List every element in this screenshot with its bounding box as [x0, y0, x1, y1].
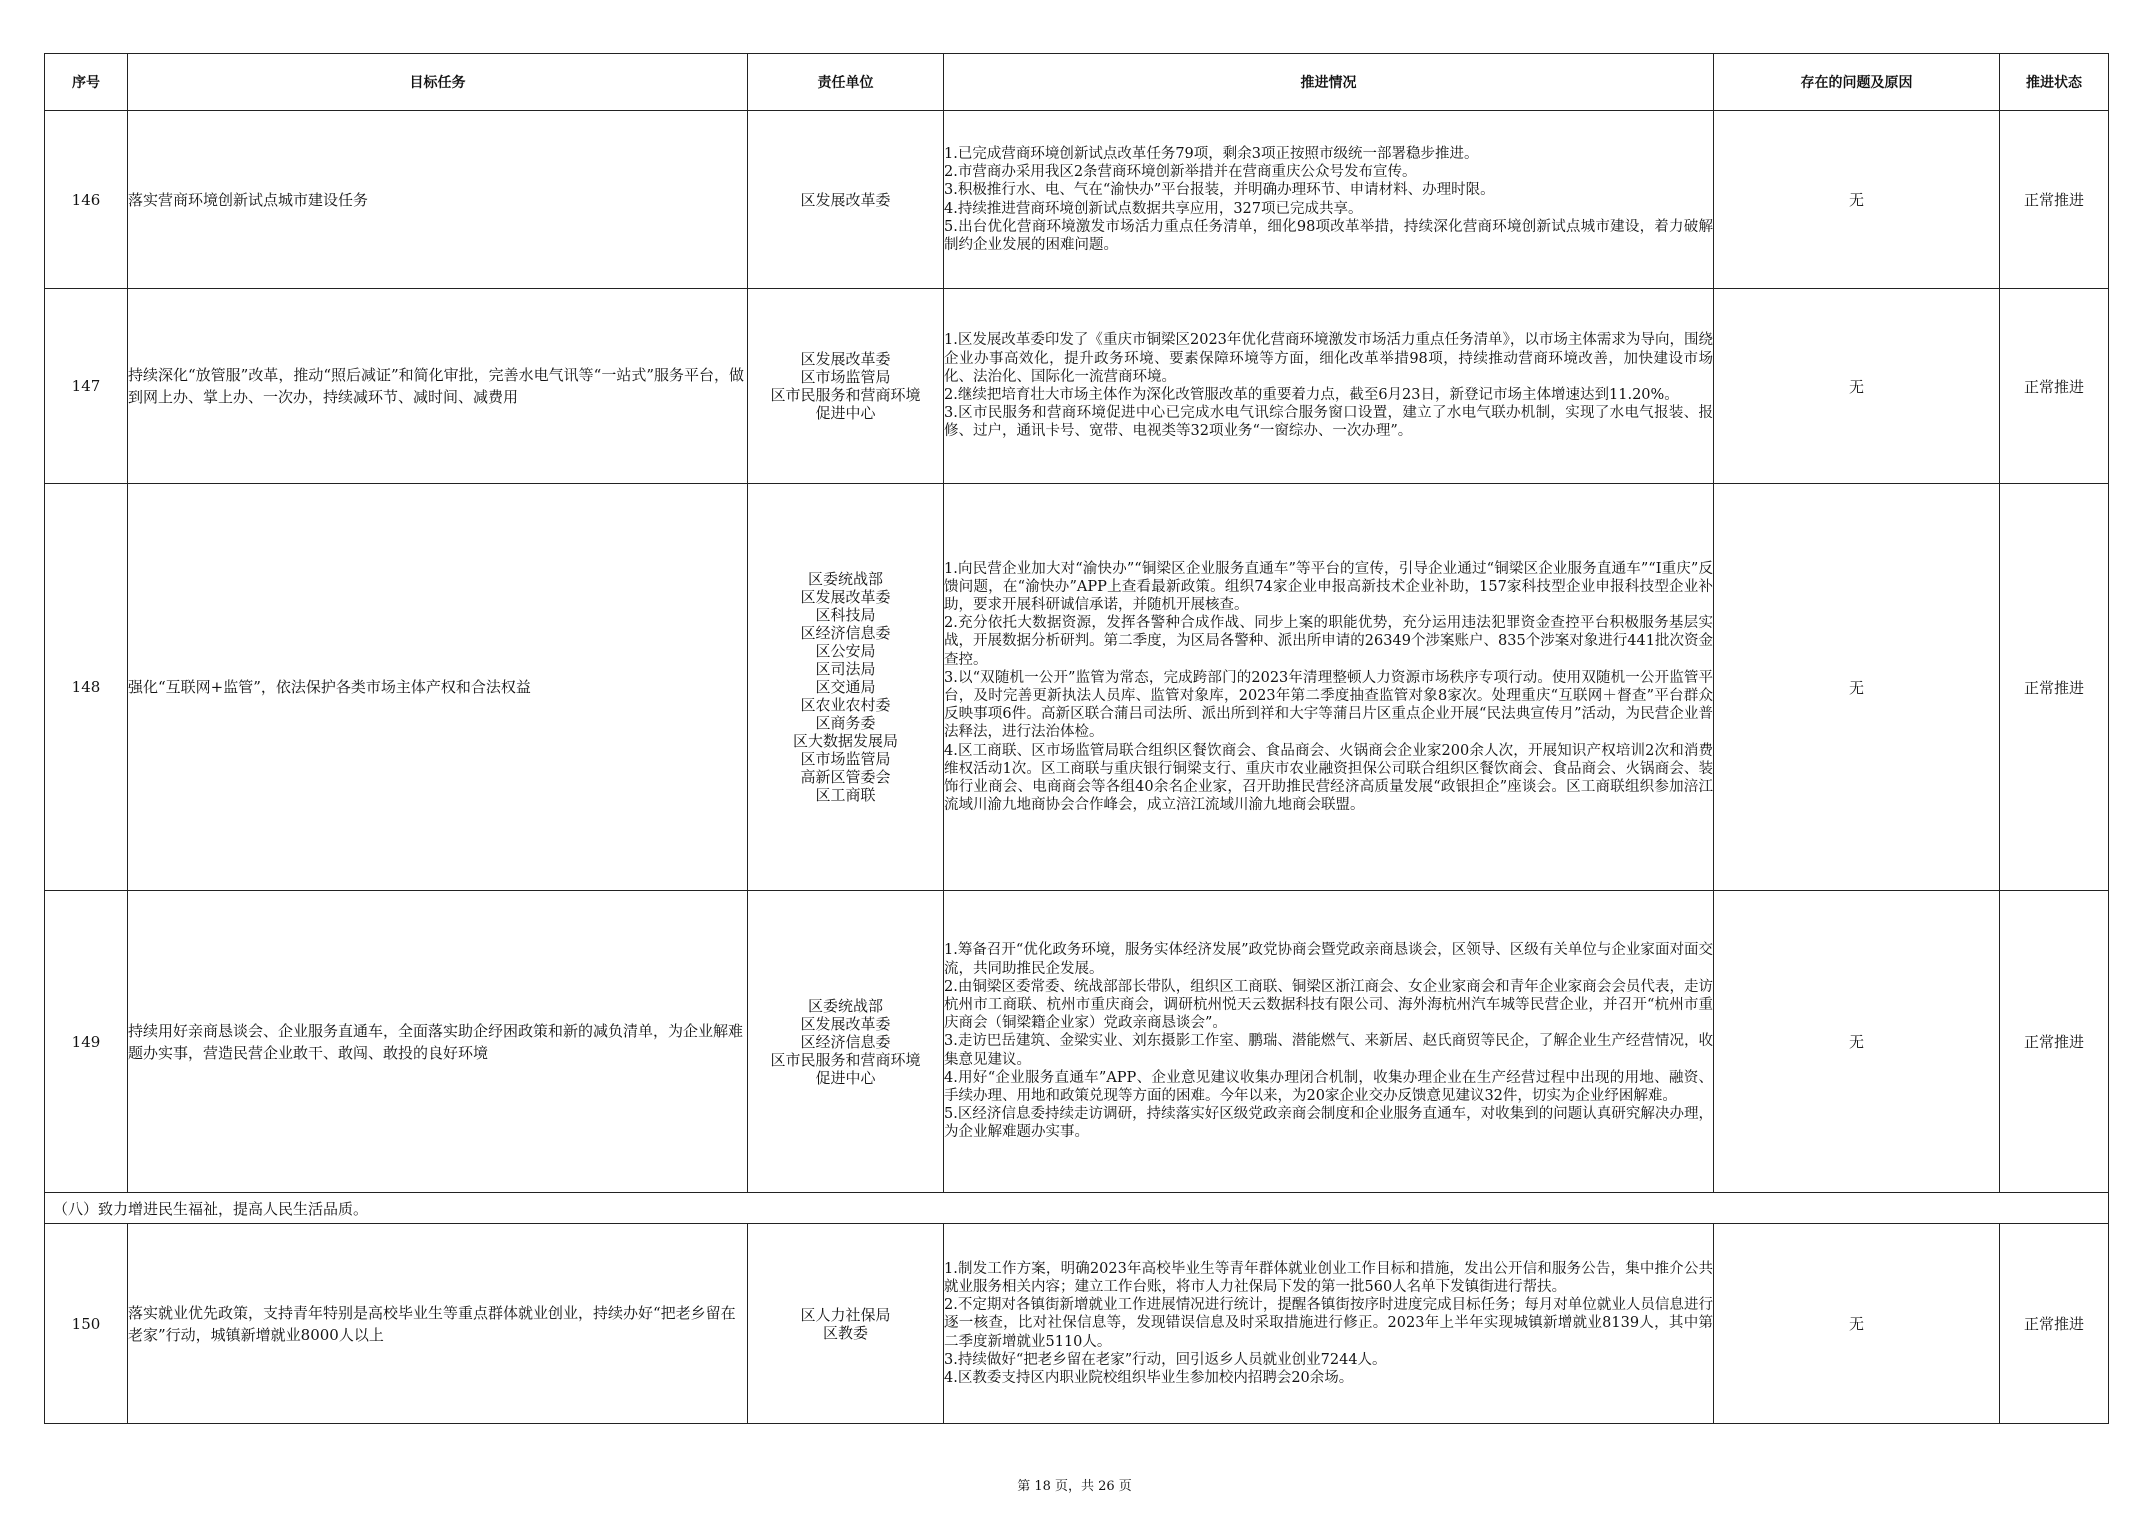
row-issue: 无	[1714, 289, 2000, 484]
progress-item: 1.已完成营商环境创新试点改革任务79项，剩余3项正按照市级统一部署稳步推进。	[944, 145, 1479, 162]
progress-item: 1.区发展改革委印发了《重庆市铜梁区2023年优化营商环境激发市场活力重点任务清单》，以市场主体需求为导向，围绕企业办事高效化，提升政务环境、要素保障环境等方面，细化改革举措98项，持续推动营商环境改善，加快建设市场化、法治化、国际化一流营商环境。	[944, 332, 1713, 385]
header-seq: 序号	[45, 54, 128, 111]
unit-item: 区发展改革委	[800, 190, 891, 209]
unit-item: 区大数据发展局	[792, 732, 898, 750]
table-row	[45, 1224, 2109, 1424]
row-progress	[944, 111, 1714, 289]
unit-item: 区经济信息委	[800, 1032, 891, 1051]
table-row	[45, 111, 2109, 289]
unit-item: 区人力社保局	[800, 1305, 891, 1324]
progress-item: 3.区市民服务和营商环境促进中心已完成水电气讯综合服务窗口设置，建立了水电气联办机制，实现了水电气报装、报修、过户，通讯卡号、宽带、电视类等32项业务“一窗综办、一次办理”。	[944, 405, 1713, 440]
table-header-row	[45, 54, 2109, 111]
header-task: 目标任务	[128, 54, 748, 111]
header-progress: 推进情况	[944, 54, 1714, 111]
row-units	[748, 289, 944, 484]
progress-item: 4.区工商联、区市场监管局联合组织区餐饮商会、食品商会、火锅商会企业家200余人次，开展知识产权培训2次和消费维权活动1次。区工商联与重庆银行铜梁支行、重庆市农业融资担保公司联合组织区餐饮商会、食品商会、火锅商会、装饰行业商会、电商商会等各组40余名企业家，召开助推民营经济高质量发展“政银担企”座谈会。区工商联组织参加涪江流域川渝九地商协会合作峰会，成立涪江流域川渝九地商会联盟。	[944, 742, 1713, 814]
row-issue: 无	[1714, 1224, 2000, 1424]
progress-item: 3.以“双随机一公开”监管为常态，完成跨部门的2023年清理整顿人力资源市场秩序专项行动。使用双随机一公开监管平台，及时完善更新执法人员库、监管对象库，2023年第二季度抽查监管对象8家次。处理重庆“互联网＋督查”平台群众反映事项6件。高新区联合蒲吕司法所、派出所到祥和大宇等蒲吕片区重点企业开展“民法典宣传月”活动，为民营企业普法释法，进行法治体检。	[944, 669, 1713, 741]
row-task: 持续深化“放管服”改革，推动“照后减证”和简化审批，完善水电气讯等“一站式”服务平台，做到网上办、掌上办、一次办，持续减环节、减时间、减费用	[128, 289, 748, 484]
row-status: 正常推进	[2000, 891, 2109, 1193]
row-status: 正常推进	[2000, 1224, 2109, 1424]
row-issue: 无	[1714, 891, 2000, 1193]
row-seq: 148	[45, 484, 128, 891]
row-seq: 150	[45, 1224, 128, 1424]
unit-item: 区委统战部	[807, 570, 883, 588]
unit-item: 区委统战部	[807, 996, 883, 1015]
row-status: 正常推进	[2000, 289, 2109, 484]
unit-item: 区工商联	[815, 786, 876, 804]
progress-item: 1.筹备召开“优化政务环境，服务实体经济发展”政党协商会暨党政亲商恳谈会，区领导、区级有关单位与企业家面对面交流，共同助推民企发展。	[944, 942, 1713, 977]
unit-item: 区发展改革委	[800, 350, 891, 368]
unit-item: 区市民服务和营商环境	[770, 386, 921, 404]
row-seq: 147	[45, 289, 128, 484]
unit-item: 区公安局	[815, 642, 876, 660]
row-progress	[944, 891, 1714, 1193]
row-units	[748, 891, 944, 1193]
table-row	[45, 289, 2109, 484]
unit-item: 区科技局	[815, 606, 876, 624]
unit-item: 促进中心	[815, 1068, 876, 1087]
progress-item: 2.市营商办采用我区2条营商环境创新举措并在营商重庆公众号发布宣传。	[944, 164, 1417, 181]
section-heading: （八）致力增进民生福祉，提高人民生活品质。	[45, 1193, 2109, 1224]
row-progress	[944, 484, 1714, 891]
progress-item: 3.持续做好“把老乡留在老家”行动，回引返乡人员就业创业7244人。	[944, 1351, 1387, 1368]
header-status: 推进状态	[2000, 54, 2109, 111]
row-issue: 无	[1714, 484, 2000, 891]
progress-report-table	[44, 53, 2109, 1424]
unit-item: 区经济信息委	[800, 624, 891, 642]
unit-item: 高新区管委会	[800, 768, 891, 786]
unit-item: 区发展改革委	[800, 588, 891, 606]
row-units	[748, 1224, 944, 1424]
unit-item: 区农业农村委	[800, 696, 891, 714]
row-task: 持续用好亲商恳谈会、企业服务直通车，全面落实助企纾困政策和新的减负清单，为企业解难题办实事，营造民营企业敢干、敢闯、敢投的良好环境	[128, 891, 748, 1193]
progress-item: 2.不定期对各镇街新增就业工作进展情况进行统计，提醒各镇街按序时进度完成目标任务；每月对单位就业人员信息进行逐一核查，比对社保信息等，发现错误信息及时采取措施进行修正。2023年上半年实现城镇新增就业8139人，其中第二季度新增就业5110人。	[944, 1297, 1713, 1350]
unit-item: 区市场监管局	[800, 750, 891, 768]
header-unit: 责任单位	[748, 54, 944, 111]
row-progress	[944, 1224, 1714, 1424]
unit-item: 区交通局	[815, 678, 876, 696]
unit-item: 区教委	[822, 1323, 868, 1342]
progress-item: 5.出台优化营商环境激发市场活力重点任务清单，细化98项改革举措，持续深化营商环境创新试点城市建设，着力破解制约企业发展的困难问题。	[944, 218, 1713, 253]
row-issue: 无	[1714, 111, 2000, 289]
row-status: 正常推进	[2000, 111, 2109, 289]
row-seq: 149	[45, 891, 128, 1193]
table-row	[45, 484, 2109, 891]
progress-item: 1.向民营企业加大对“渝快办”“铜梁区企业服务直通车”等平台的宣传，引导企业通过“铜梁区企业服务直通车”“I重庆”反馈问题，在“渝快办”APP上查看最新政策。组织74家企业申报高新技术企业补助，157家科技型企业申报科技型企业补助，要求开展科研诚信承诺，并随机开展核查。	[944, 560, 1713, 613]
progress-item: 2.继续把培育壮大市场主体作为深化改管服改革的重要着力点，截至6月23日，新登记市场主体增速达到11.20%。	[944, 387, 1679, 403]
progress-item: 1.制发工作方案，明确2023年高校毕业生等青年群体就业创业工作目标和措施，发出公开信和服务公告，集中推介公共就业服务相关内容；建立工作台账，将市人力社保局下发的第一批560人名单下发镇街进行帮扶。	[944, 1260, 1713, 1295]
progress-item: 4.用好“企业服务直通车”APP、企业意见建议收集办理闭合机制，收集办理企业在生产经营过程中出现的用地、融资、手续办理、用地和政策兑现等方面的困难。今年以来，为20家企业交办反馈意见建议32件，切实为企业纾困解难。	[944, 1069, 1713, 1104]
row-task: 强化“互联网+监管”，依法保护各类市场主体产权和合法权益	[128, 484, 748, 891]
header-issue: 存在的问题及原因	[1714, 54, 2000, 111]
row-progress	[944, 289, 1714, 484]
progress-item: 5.区经济信息委持续走访调研，持续落实好区级党政亲商会制度和企业服务直通车，对收集到的问题认真研究解决办理，为企业解难题办实事。	[944, 1106, 1713, 1141]
unit-item: 区司法局	[815, 660, 876, 678]
progress-item: 2.充分依托大数据资源，发挥各警种合成作战、同步上案的职能优势，充分运用违法犯罪资金查控平台积极服务基层实战，开展数据分析研判。第二季度，为区局各警种、派出所申请的26349个涉案账户、835个涉案对象进行441批次资金查控。	[944, 615, 1713, 668]
progress-item: 4.区教委支持区内职业院校组织毕业生参加校内招聘会20余场。	[944, 1370, 1354, 1386]
page-number: 第 18 页，共 26 页	[1017, 1479, 1132, 1494]
row-task: 落实就业优先政策，支持青年特别是高校毕业生等重点群体就业创业，持续办好“把老乡留在老家”行动，城镇新增就业8000人以上	[128, 1224, 748, 1424]
row-units	[748, 111, 944, 289]
progress-item: 3.积极推行水、电、气在“渝快办”平台报装，并明确办理环节、申请材料、办理时限。	[944, 182, 1495, 199]
table-row	[45, 891, 2109, 1193]
row-task: 落实营商环境创新试点城市建设任务	[128, 111, 748, 289]
unit-item: 区发展改革委	[800, 1014, 891, 1033]
progress-item: 4.持续推进营商环境创新试点数据共享应用，327项已完成共享。	[944, 200, 1363, 217]
unit-item: 区商务委	[815, 714, 876, 732]
unit-item: 区市民服务和营商环境	[770, 1050, 921, 1069]
progress-item: 3.走访巴岳建筑、金梁实业、刘东摄影工作室、鹏瑞、潜能燃气、来新居、赵氏商贸等民企，了解企业生产经营情况，收集意见建议。	[944, 1033, 1713, 1068]
section-row	[45, 1193, 2109, 1224]
unit-item: 促进中心	[815, 404, 876, 422]
progress-item: 2.由铜梁区委常委、统战部部长带队，组织区工商联、铜梁区浙江商会、女企业家商会和青年企业家商会会员代表，走访杭州市工商联、杭州市重庆商会，调研杭州悦天云数据科技有限公司、海外海杭州汽车城等民营企业，并召开“杭州市重庆商会（铜梁籍企业家）党政亲商恳谈会”。	[944, 978, 1713, 1032]
row-seq: 146	[45, 111, 128, 289]
unit-item: 区市场监管局	[800, 368, 891, 386]
row-status: 正常推进	[2000, 484, 2109, 891]
row-units	[748, 484, 944, 891]
